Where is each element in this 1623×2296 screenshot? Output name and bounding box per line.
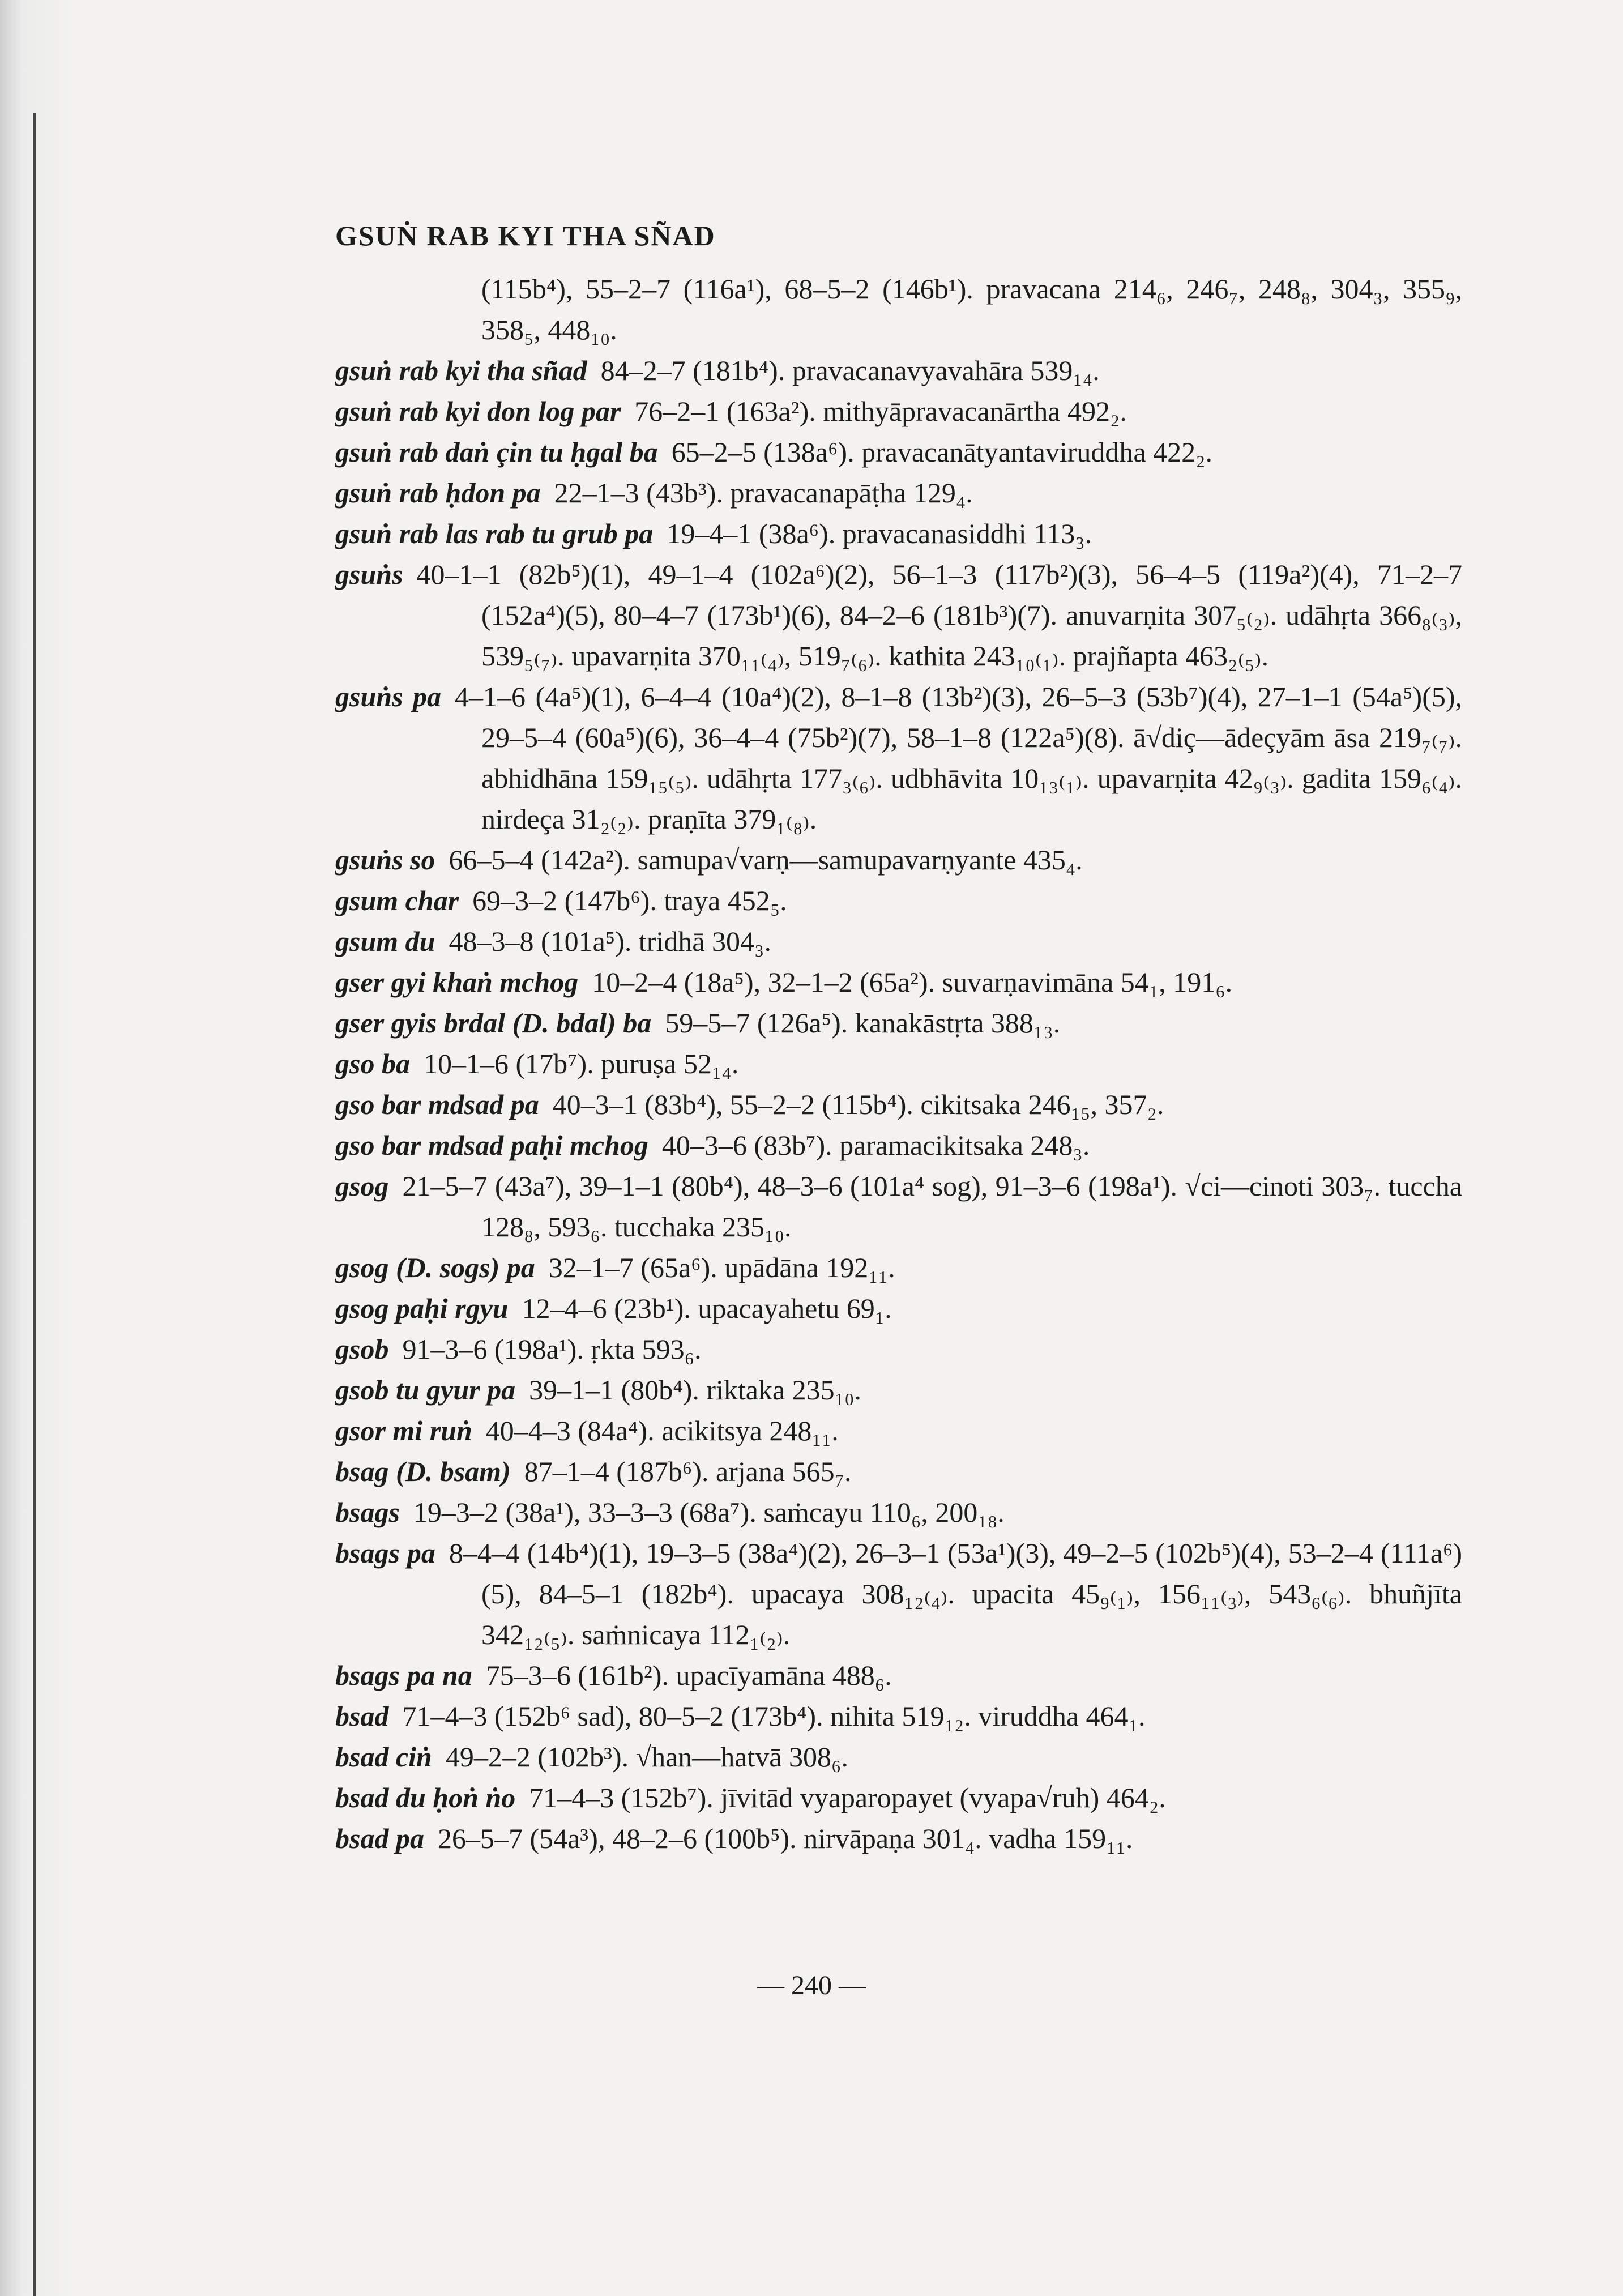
entry-references: 39–1–1 (80b⁴). riktaka 235₁₀.: [529, 1374, 862, 1406]
entry-references: 91–3–6 (198a¹). ṛkta 593₆.: [402, 1333, 702, 1365]
entry-references: 76–2–1 (163a²). mithyāpravacanārtha 492₂.: [634, 395, 1127, 427]
dictionary-entry: [335, 880, 1462, 921]
dictionary-entry: [335, 1166, 1462, 1247]
dictionary-entry: [335, 1125, 1462, 1166]
dictionary-entry: [335, 1492, 1462, 1533]
entry-headword: gsuṅ rab kyi don log par: [335, 395, 621, 427]
entry-references: 40–3–6 (83b⁷). paramacikitsaka 248₃.: [661, 1129, 1090, 1161]
entry-references: 8–4–4 (14b⁴)(1), 19–3–5 (38a⁴)(2), 26–3–1 (53a¹)(3), 49–2–5 (102b⁵)(4), 53–2–4 (111a⁶)(5), 84–5–1 (182b⁴). upacaya 308₁₂₍₄₎. upacita 45₉₍₁₎, 156₁₁₍₃₎, 543₆₍₆₎. bhuñjīta 342₁₂₍₅₎. saṁnicaya 112₁₍₂₎.: [449, 1537, 1462, 1650]
entry-headword: gsuṅ rab ḥdon pa: [335, 477, 541, 509]
entry-headword: gso bar mdsad paḥi mchog: [335, 1129, 648, 1161]
dictionary-entry: [335, 921, 1462, 962]
continued-entry: (115b⁴), 55–2–7 (116a¹), 68–5–2 (146b¹). pravacana 214₆, 246₇, 248₈, 304₃, 355₉, 358₅, 448₁₀.: [481, 273, 1462, 345]
entry-headword: bsag (D. bsam): [335, 1456, 511, 1487]
entry-headword: bsad ciṅ: [335, 1741, 432, 1773]
entry-references: 40–4–3 (84a⁴). acikitsya 248₁₁.: [485, 1415, 839, 1446]
entry-headword: gsuṅs pa: [335, 681, 441, 712]
scan-binding-shadow: [0, 0, 74, 2296]
dictionary-entry: [335, 1369, 1462, 1410]
dictionary-entry: [335, 513, 1462, 554]
entry-headword: gsuṅ rab daṅ çin tu ḥgal ba: [335, 436, 658, 468]
running-head: GSUṄ RAB KYI THA SÑAD: [335, 220, 716, 251]
entry-references: 69–3–2 (147b⁶). traya 452₅.: [472, 885, 787, 916]
entry-list: [335, 350, 1462, 1859]
entry-references: 22–1–3 (43b³). pravacanapāṭha 129₄.: [554, 477, 973, 509]
entry-headword: gsuṅ rab kyi tha sñad: [335, 355, 587, 386]
scan-binding-edge: [33, 113, 36, 2296]
entry-headword: gsuṅs: [335, 558, 403, 590]
entry-references: 75–3–6 (161b²). upacīyamāna 488₆.: [485, 1659, 892, 1691]
entry-references: 84–2–7 (181b⁴). pravacanavyavahāra 539₁₄.: [600, 355, 1100, 386]
entry-references: 19–4–1 (38a⁶). pravacanasiddhi 113₃.: [667, 518, 1092, 549]
entry-headword: gsog: [335, 1170, 389, 1202]
dictionary-entry: [335, 350, 1462, 391]
dictionary-entry: [335, 1043, 1462, 1084]
entry-headword: gsob: [335, 1333, 389, 1365]
dictionary-entry: [335, 1818, 1462, 1859]
dictionary-entry: [335, 676, 1462, 839]
dictionary-entry: [335, 962, 1462, 1002]
entry-references: 10–1–6 (17b⁷). puruṣa 52₁₄.: [423, 1048, 739, 1079]
entry-headword: bsags pa na: [335, 1659, 472, 1691]
entry-references: 19–3–2 (38a¹), 33–3–3 (68a⁷). saṁcayu 110₆, 200₁₈.: [413, 1496, 1005, 1528]
entry-references: 12–4–6 (23b¹). upacayahetu 69₁.: [522, 1292, 892, 1324]
entry-references: 4–1–6 (4a⁵)(1), 6–4–4 (10a⁴)(2), 8–1–8 (13b²)(3), 26–5–3 (53b⁷)(4), 27–1–1 (54a⁵)(5), 29–5–4 (60a⁵)(6), 36–4–4 (75b²)(7), 58–1–8 (122a⁵)(8). ā√diç—ādeçyām āsa 219₇₍₇₎. abhidhāna 159₁₅₍₅₎. udāhṛta 177₃₍₆₎. udbhāvita 10₁₃₍₁₎. upavarṇita 42₉₍₃₎. gadita 159₆₍₄₎. nirdeça 31₂₍₂₎. praṇīta 379₁₍₈₎.: [455, 681, 1462, 835]
entry-references: 87–1–4 (187b⁶). arjana 565₇.: [524, 1456, 852, 1487]
dictionary-entry: [335, 1451, 1462, 1492]
entry-headword: bsad pa: [335, 1823, 424, 1854]
dictionary-entry: [335, 391, 1462, 432]
entry-headword: bsags pa: [335, 1537, 435, 1569]
dictionary-entry: [335, 1247, 1462, 1288]
entry-headword: gsuṅ rab las rab tu grub pa: [335, 518, 654, 549]
entry-references: 59–5–7 (126a⁵). kanakāstṛta 388₁₃.: [665, 1007, 1061, 1039]
entry-references: 71–4–3 (152b⁷). jīvitād vyaparopayet (vyapa√ruh) 464₂.: [529, 1782, 1166, 1813]
entry-headword: bsad du ḥoṅ ṅo: [335, 1782, 516, 1813]
dictionary-entry: [335, 1002, 1462, 1043]
dictionary-entry: [335, 1696, 1462, 1736]
entry-references: 26–5–7 (54a³), 48–2–6 (100b⁵). nirvāpaṇa 301₄. vadha 159₁₁.: [437, 1823, 1133, 1854]
dictionary-entry: [335, 1777, 1462, 1818]
dictionary-entry: [335, 839, 1462, 880]
entry-headword: gser gyi khaṅ mchog: [335, 966, 579, 998]
page-number: — 240 —: [757, 1970, 866, 2000]
entry-headword: gsuṅs so: [335, 844, 435, 876]
dictionary-entry: [335, 1329, 1462, 1369]
entry-references: 49–2–2 (102b³). √han—hatvā 308₆.: [445, 1741, 848, 1773]
dictionary-entry: [335, 472, 1462, 513]
entry-references: 10–2–4 (18a⁵), 32–1–2 (65a²). suvarṇavimāna 54₁, 191₆.: [592, 966, 1233, 998]
entry-references: 40–1–1 (82b⁵)(1), 49–1–4 (102a⁶)(2), 56–1–3 (117b²)(3), 56–4–5 (119a²)(4), 71–2–7 (152a⁴)(5), 80–4–7 (173b¹)(6), 84–2–6 (181b³)(7). anuvarṇita 307₅₍₂₎. udāhṛta 366₈₍₃₎, 539₅₍₇₎. upavarṇita 370₁₁₍₄₎, 519₇₍₆₎. kathita 243₁₀₍₁₎. prajñapta 463₂₍₅₎.: [416, 558, 1462, 672]
entry-headword: gso bar mdsad pa: [335, 1089, 539, 1120]
dictionary-entry: [335, 1410, 1462, 1451]
entry-references: 71–4–3 (152b⁶ sad), 80–5–2 (173b⁴). nihita 519₁₂. viruddha 464₁.: [402, 1700, 1146, 1732]
entry-references: 48–3–8 (101a⁵). tridhā 304₃.: [449, 925, 771, 957]
entry-references: 32–1–7 (65a⁶). upādāna 192₁₁.: [548, 1252, 895, 1283]
entry-headword: gso ba: [335, 1048, 410, 1079]
entry-headword: gsob tu gyur pa: [335, 1374, 516, 1406]
dictionary-page: [335, 215, 1462, 1859]
entry-references: 66–5–4 (142a²). samupa√varṇ—samupavarṇyante 435₄.: [449, 844, 1083, 876]
entry-headword: gsog paḥi rgyu: [335, 1292, 509, 1324]
entry-headword: gser gyis brdal (D. bdal) ba: [335, 1007, 652, 1039]
dictionary-entry: [335, 1655, 1462, 1696]
entry-references: 65–2–5 (138a⁶). pravacanātyantaviruddha 422₂.: [671, 436, 1213, 468]
entry-references: 40–3–1 (83b⁴), 55–2–2 (115b⁴). cikitsaka 246₁₅, 357₂.: [552, 1089, 1164, 1120]
entry-headword: gsor mi ruṅ: [335, 1415, 472, 1446]
dictionary-entry: [335, 554, 1462, 676]
dictionary-entry: [335, 432, 1462, 472]
entry-headword: gsum char: [335, 885, 459, 916]
entry-headword: gsog (D. sogs) pa: [335, 1252, 535, 1283]
dictionary-entry: [335, 1736, 1462, 1777]
entry-headword: bsags: [335, 1496, 400, 1528]
entry-headword: gsum du: [335, 925, 435, 957]
dictionary-entry: [335, 1533, 1462, 1655]
entry-references: 21–5–7 (43a⁷), 39–1–1 (80b⁴), 48–3–6 (101a⁴ sog), 91–3–6 (198a¹). √ci—cinoti 303₇. tuccha 128₈, 593₆. tucchaka 235₁₀.: [402, 1170, 1462, 1243]
dictionary-entry: [335, 1288, 1462, 1329]
dictionary-entry: [335, 1084, 1462, 1125]
entry-headword: bsad: [335, 1700, 389, 1732]
